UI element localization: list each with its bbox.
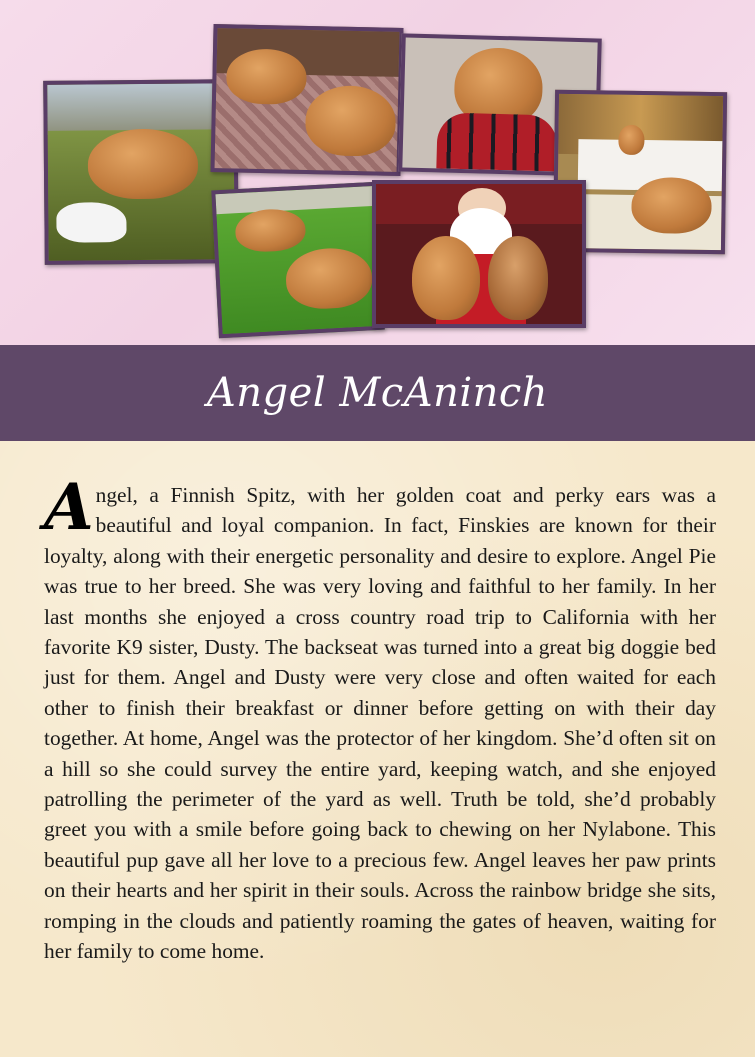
- story-body: ngel, a Finnish Spitz, with her golden coat and perky ears was a beautiful and loyal companion. In fact, Finskies are known for their loyalty, along with their energetic personality and desire to explore. Angel Pie was true to her breed. She was very loving and faithful to her family. In her last months she enjoyed a cross country road trip to California with her favorite K9 sister, Dusty. The backseat was turned into a great big doggie bed just for them. Angel and Dusty were very close and often waited for each other to finish their breakfast or dinner before getting on with their day together. At home, Angel was the protector of her kingdom. She’d often sit on a hill so she could survey the entire yard, keeping watch, and she enjoyed patrolling the perimeter of the yard as well. Truth be told, she’d probably greet you with a smile before going back to chewing on her Nylabone. This beautiful pup gave all her love to a precious few. Angel leaves her paw prints on their hearts and her spirit in their souls. Across the rainbow bridge she sits, romping in the clouds and patiently roaming the gates of heaven, waiting for her family to come home.: [44, 483, 716, 964]
- title-banner: [0, 345, 755, 441]
- drop-cap: A: [44, 470, 94, 545]
- dog-in-yard-photo: [43, 79, 239, 265]
- dogs-with-santa-photo: [372, 180, 586, 328]
- memorial-text: [44, 470, 716, 967]
- dogs-on-rug-photo: [210, 24, 403, 176]
- page-title: Angel McAninch: [206, 370, 549, 416]
- dogs-on-lawn-photo: [211, 182, 385, 338]
